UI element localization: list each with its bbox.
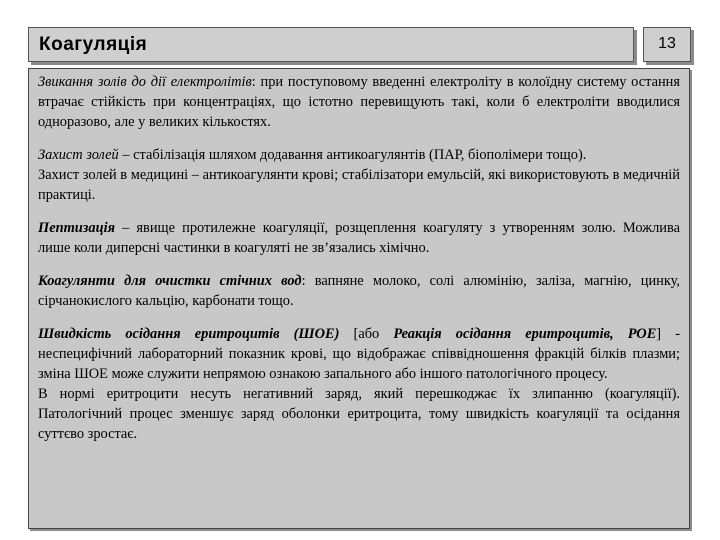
paragraph-peptization — [38, 218, 680, 258]
term-desensitization: Звикання золів до дії електролітів — [38, 74, 252, 90]
slide-number: 13 — [658, 35, 676, 52]
term-esr: Швидкість осідання еритроцитів (ШОЕ) — [38, 326, 340, 342]
paragraph-coagulants — [38, 271, 680, 311]
slide-title-bar — [28, 27, 634, 62]
paragraph-desensitization — [38, 72, 680, 132]
slide-number-box — [643, 27, 691, 62]
text-esr: ] - неспецифічний лабораторний показник крові, що відображає співвідношення фракцій білків плазми; зміна ШОЕ може служити непрямою ознакою запального або іншого патологічного процесу. — [38, 326, 680, 382]
text-esr-norm: В нормі еритроцити несуть негативний заряд, який перешкоджає їх злипанню (коагуляції). Патологічний процес зменшує заряд оболонки еритроцита, тому швидкість коагуляції та осідання суттєво зростає. — [38, 386, 680, 442]
term-peptization: Пептизація — [38, 220, 116, 236]
paragraph-esr — [38, 324, 680, 444]
term-rbc-sedimentation: Реакція осідання еритроцитів, РОЕ — [393, 326, 657, 342]
text-sol-protection-medicine: Захист золей в медицині – антикоагулянти крові; стабілізатори емульсій, які використовують в медичній практиці. — [38, 167, 680, 203]
text-peptization: – явище протилежне коагуляції, розщеплення коагуляту з утворенням золю. Можлива лише коли диперсні частинки в коагуляті не зв’язались хімічно. — [38, 220, 680, 256]
term-coagulants: Коагулянти для очистки стічних вод — [38, 273, 302, 289]
content-panel — [28, 68, 690, 529]
text-sol-protection: – стабілізація шляхом додавання антикоагулянтів (ПАР, біополімери тощо). — [118, 147, 587, 163]
text-coagulants: : вапняне молоко, солі алюмінію, заліза, магнію, цинку, сірчанокислого кальцію, карбонати тощо. — [38, 273, 680, 309]
paragraph-sol-protection — [38, 145, 680, 205]
text-esr-bracket: [або — [339, 326, 394, 342]
term-sol-protection: Захист золей — [38, 147, 119, 163]
text-desensitization: : при поступовому введенні електроліту в колоїдну систему остання втрачає стійкість при концентраціях, що істотно перевищують такі, коли б електроліти вводилися одноразово, але у великих кількостях. — [38, 74, 681, 130]
slide-title: Коагуляція — [39, 34, 148, 55]
